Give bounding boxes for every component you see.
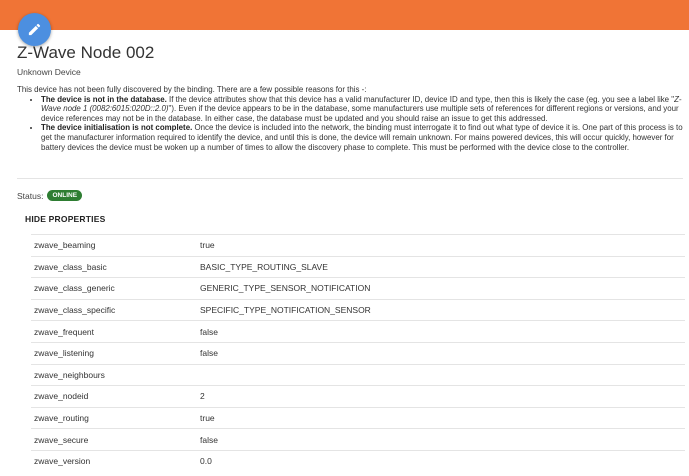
- reason-text: If the device attributes show that this device has a valid manufacturer ID, device ID and type, then this is likely the case (eg. you see a label like ": [166, 94, 675, 104]
- status-label: Status:: [17, 190, 44, 201]
- property-row: [31, 256, 685, 278]
- property-key: zwave_class_generic: [31, 278, 197, 300]
- property-key: zwave_listening: [31, 342, 197, 364]
- page-title: Z-Wave Node 002: [17, 43, 155, 62]
- property-key: zwave_class_specific: [31, 299, 197, 321]
- top-app-bar: [0, 0, 689, 30]
- property-row: [31, 299, 685, 321]
- edit-button[interactable]: [18, 13, 51, 46]
- reason-heading: The device is not in the database.: [41, 94, 167, 104]
- property-value: BASIC_TYPE_ROUTING_SLAVE: [197, 256, 685, 278]
- reason-text: Once the device is included into the network, the binding must interrogate it to find out what type of device it is. One part of this process is to get the manufacturer information required to identify the device, and until this is done, the device will remain unknown. For mains powered devices, this will occur quickly, however for battery devices the device must be woken up a number of times to allow the discovery phase to complete. This must be performed with the device close to the controller.: [41, 123, 683, 152]
- property-row: [31, 321, 685, 343]
- property-value: [197, 364, 685, 386]
- property-value: SPECIFIC_TYPE_NOTIFICATION_SENSOR: [197, 299, 685, 321]
- property-key: zwave_beaming: [31, 235, 197, 257]
- property-key: zwave_secure: [31, 429, 197, 451]
- property-key: zwave_class_basic: [31, 256, 197, 278]
- reason-text: "). Even if the device appears to be in the database, some manufacturers use multiple sets of references for different regions or versions, and your device references may not be in the database. In either case, the database must be updated and you should raise an issue to get this addressed.: [41, 104, 679, 123]
- hide-properties-button[interactable]: HIDE PROPERTIES: [25, 214, 106, 224]
- property-key: zwave_frequent: [31, 321, 197, 343]
- property-row: [31, 235, 685, 257]
- property-row: [31, 278, 685, 300]
- status-row: [17, 190, 82, 201]
- property-value: false: [197, 321, 685, 343]
- reason-item: [41, 123, 683, 152]
- property-key: zwave_version: [31, 450, 197, 471]
- property-value: 0.0: [197, 450, 685, 471]
- property-value: false: [197, 342, 685, 364]
- property-row: [31, 364, 685, 386]
- property-key: zwave_routing: [31, 407, 197, 429]
- property-key: zwave_neighbours: [31, 364, 197, 386]
- property-row: [31, 407, 685, 429]
- property-row: [31, 450, 685, 471]
- discovery-notice: [17, 85, 683, 152]
- reason-heading: The device initialisation is not complete.: [41, 123, 193, 133]
- notice-intro: This device has not been fully discovered by the binding. There are a few possible reasons for this -:: [17, 85, 367, 94]
- property-value: GENERIC_TYPE_SENSOR_NOTIFICATION: [197, 278, 685, 300]
- property-row: [31, 342, 685, 364]
- device-type-label: Unknown Device: [17, 67, 81, 77]
- status-badge: ONLINE: [47, 190, 82, 201]
- example-label: Z-Wave node 1 (0082:6015:020D::2.0): [41, 94, 682, 114]
- property-row: [31, 429, 685, 451]
- reason-list: [17, 95, 683, 153]
- property-key: zwave_nodeid: [31, 386, 197, 408]
- properties-body: [31, 235, 685, 472]
- reason-item: [41, 95, 683, 124]
- property-row: [31, 386, 685, 408]
- property-value: true: [197, 235, 685, 257]
- properties-table: [31, 234, 685, 472]
- property-value: true: [197, 407, 685, 429]
- property-value: false: [197, 429, 685, 451]
- section-divider: [17, 178, 683, 179]
- property-value: 2: [197, 386, 685, 408]
- pencil-icon: [27, 22, 42, 37]
